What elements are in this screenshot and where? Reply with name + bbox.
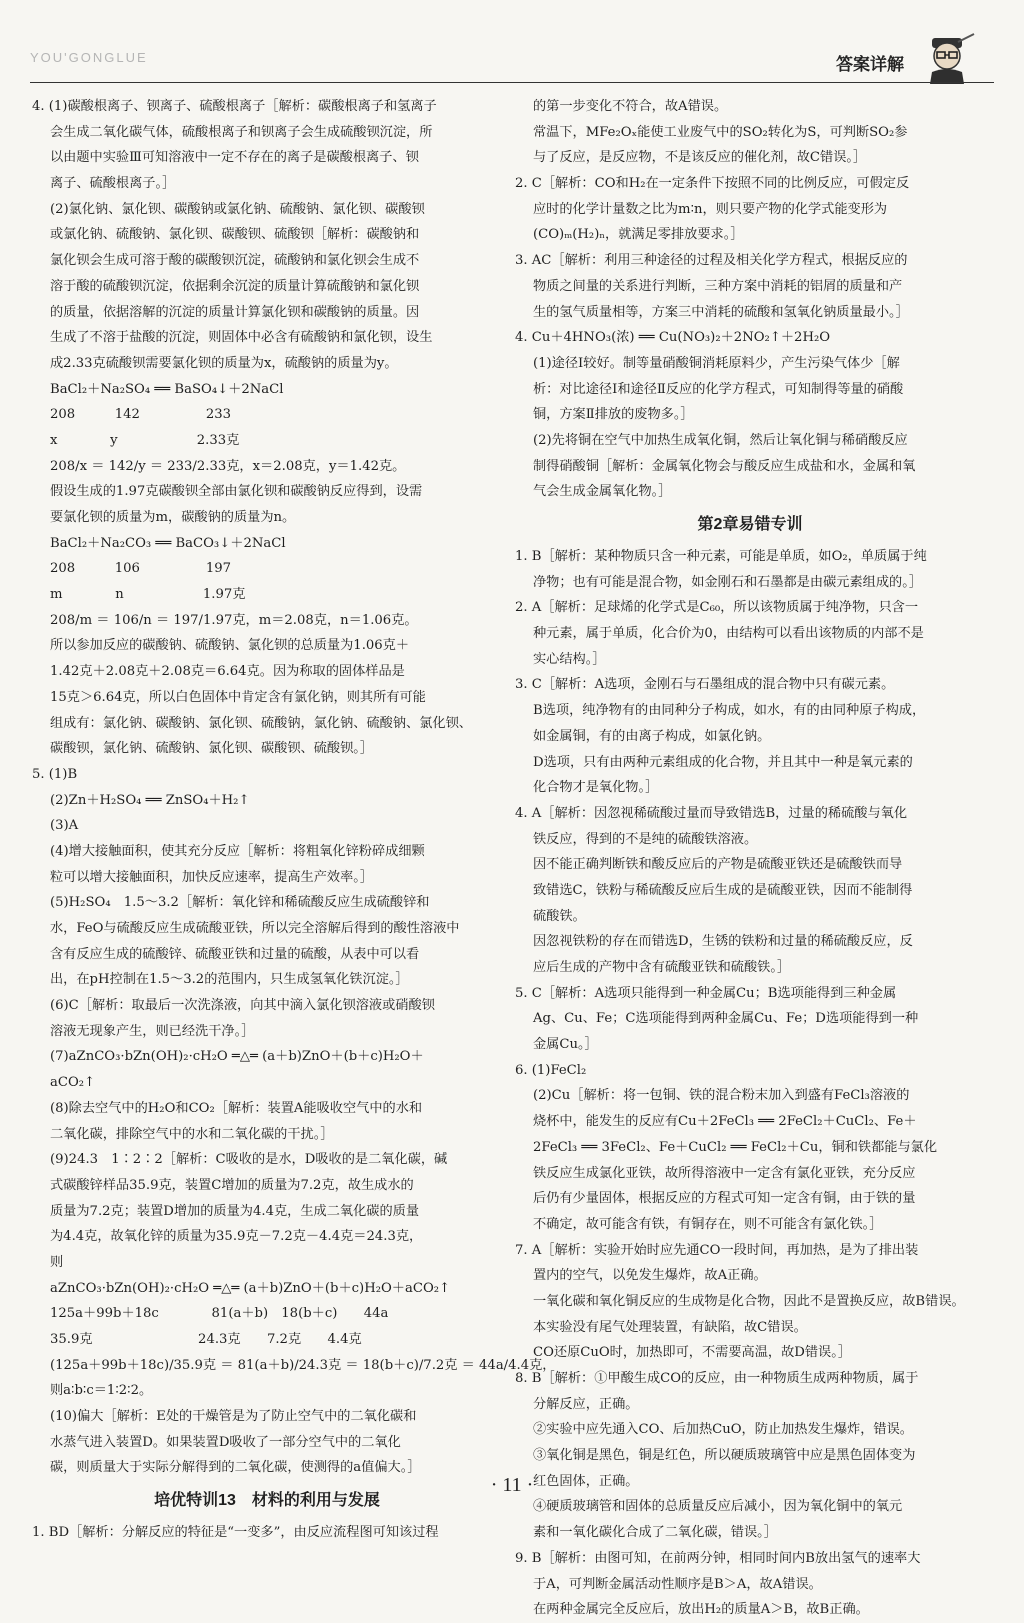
text-line: 的第一步变化不符合，故A错误。 [533,99,728,114]
text-line: 208/m ＝ 106/n ＝ 197/1.97克，m＝2.08克，n＝1.06克。 [50,612,418,628]
text-line: 素和一氧化碳化合成了二氧化碳，错误。］ [533,1525,777,1541]
text-line: 氯化钡会生成可溶于酸的碳酸钡沉淀，硫酸钠和氯化钡会生成不 [50,253,420,269]
text-line: 要氯化钡的质量为m，碳酸钠的质量为n。 [50,510,296,525]
text-line: 成2.33克硫酸钡需要氯化钡的质量为x，硫酸钠的质量为y。 [50,355,398,371]
text-line: 本实验没有尾气处理装置，有缺陷，故C错误。 [533,1319,807,1335]
section-heading: 培优特训13 材料的利用与发展 [154,1492,380,1510]
text-line: 为4.4克，故氧化锌的质量为35.9克－7.2克－4.4克＝24.3克， [50,1229,423,1245]
header-brand: YOU'GONGLUE [30,50,148,65]
mascot-illustration [918,32,976,84]
text-line: (5)H₂SO₄ 1.5～3.2［解析：氧化锌和稀硫酸反应生成硫酸锌和 [50,895,430,911]
text-line: 于A，可判断金属活动性顺序是B＞A，故A错误。 [533,1576,822,1592]
text-line: 金属Cu。］ [533,1037,598,1053]
text-line: ③氧化铜是黑色，铜是红色，所以硬质玻璃管中应是黑色固体变为 [533,1448,916,1464]
text-line: 2. C［解析：CO和H₂在一定条件下按照不同的比例反应，可假定反 [515,176,910,192]
text-line: 制得硝酸铜［解析：金属氧化物会与酸反应生成盐和水，金属和氧 [533,458,916,474]
text-line: 1. BD［解析：分解反应的特征是“一变多”，由反应流程图可知该过程 [32,1525,439,1541]
text-line: 置内的空气，以免发生爆炸，故A正确。 [533,1268,767,1284]
text-line: 208/x ＝ 142/y ＝ 233/2.33克，x＝2.08克，y＝1.42克。 [50,458,406,474]
text-line: 208 142 233 [50,407,232,423]
text-line: ④硬质玻璃管和固体的总质量反应后减小，因为氧化铜中的氧元 [533,1499,903,1515]
text-line: 致错选C，铁粉与稀硫酸反应后生成的是硫酸亚铁，因而不能制得 [533,882,913,898]
text-line: 2. A［解析：足球烯的化学式是C₆₀，所以该物质属于纯净物，只含一 [515,600,919,616]
text-line: 化合物才是氧化物。］ [533,780,659,796]
text-line: 红色固体，正确。 [533,1473,639,1489]
chapter-heading: 第2章易错专训 [697,516,803,533]
text-line: 式碳酸锌样品35.9克，装置C增加的质量为7.2克，故生成水的 [50,1177,414,1193]
text-line: 2FeCl₃ ══ 3FeCl₂、Fe＋CuCl₂ ══ FeCl₂＋Cu，铜和铁都能与氯化 [533,1139,938,1155]
text-line: m n 1.97克 [50,587,246,603]
text-line: 以由题中实验Ⅲ可知溶液中一定不存在的离子是碳酸根离子、钡 [50,150,419,166]
text-line: 分解反应，正确。 [533,1396,639,1412]
text-line: (4)增大接触面积，使其充分反应［解析：将粗氧化锌粉碎成细颗 [50,843,425,859]
text-line: (2)Cu［解析：将一包铜、铁的混合粉末加入到盛有FeCl₃溶液的 [533,1088,910,1104]
text-line: ②实验中应先通入CO、后加热CuO，防止加热发生爆炸，错误。 [533,1422,913,1438]
text-line: 如金属铜，有的由离子构成，如氯化钠。 [533,728,771,744]
text-line: 析：对比途径Ⅰ和途径Ⅱ反应的化学方程式，可知制得等量的硝酸 [533,381,904,397]
text-line: (7)aZnCO₃·bZn(OH)₂·cH₂O ═△═ (a＋b)ZnO＋(b＋c)H₂O＋ [50,1049,424,1065]
text-line: 出，在pH控制在1.5～3.2的范围内，只生成氢氧化铁沉淀。］ [50,972,409,988]
text-line: (CO)ₘ(H₂)ₙ，就满足零排放要求。］ [533,227,744,243]
text-line: 则a∶b∶c＝1∶2∶2。 [50,1383,153,1399]
header-title: 答案详解 [836,55,904,74]
text-line: (10)偏大［解析：E处的干燥管是为了防止空气中的二氧化碳和 [50,1409,417,1425]
text-line: 4. Cu＋4HNO₃(浓) ══ Cu(NO₃)₂＋2NO₂↑＋2H₂O [515,330,831,346]
text-line: 铁反应，得到的不是纯的硫酸铁溶液。 [533,831,758,847]
text-line: 因不能正确判断铁和酸反应后的产物是硫酸亚铁还是硫酸铁而导 [533,857,903,873]
text-line: 应时的化学计量数之比为m∶n，则只要产物的化学式能变形为 [533,201,888,217]
text-line: D选项，只有由两种元素组成的化合物，并且其中一种是氧元素的 [533,754,913,770]
page-number: · 11 · [490,1474,534,1496]
text-line: 6. (1)FeCl₂ [515,1062,587,1078]
text-line: 1.42克＋2.08克＋2.08克＝6.64克。因为称取的固体样品是 [50,664,405,680]
text-line: (8)除去空气中的H₂O和CO₂［解析：装置A能吸收空气中的水和 [50,1100,423,1116]
text-line: Ag、Cu、Fe；C选项能得到两种金属Cu、Fe；D选项能得到一种 [533,1011,919,1027]
text-line: B选项，纯净物有的由同种分子构成，如水，有的由同种原子构成， [533,703,926,719]
text-line: 则 [50,1254,64,1270]
text-line: 离子、硫酸根离子。］ [50,176,176,192]
text-line: 或氯化钠、硫酸钠、氯化钡、碳酸钡、硫酸钡［解析：碳酸钠和 [50,227,420,243]
text-line: 35.9克 24.3克 7.2克 4.4克 [50,1332,362,1347]
text-line: (6)C［解析：取最后一次洗涤液，向其中滴入氯化钡溶液或硝酸钡 [50,998,435,1014]
text-line: 常温下，MFe₂Oₓ能使工业废气中的SO₂转化为S，可判断SO₂参 [533,124,908,140]
text-line: (2)Zn＋H₂SO₄ ══ ZnSO₄＋H₂↑ [50,792,250,808]
text-line: (125a＋99b＋18c)/35.9克 ＝ 81(a＋b)/24.3克 ＝ 18(b＋c)/7.2克 ＝ 44a/4.4克， [50,1357,556,1373]
text-line: aZnCO₃·bZn(OH)₂·cH₂O ═△═ (a＋b)ZnO＋(b＋c)H₂O＋aCO₂↑ [50,1280,451,1296]
text-line: 3. AC［解析：利用三种途径的过程及相关化学方程式，根据反应的 [515,253,908,269]
text-line: 应后生成的产物中含有硫酸亚铁和硫酸铁。］ [533,960,791,975]
text-line: 所以参加反应的碳酸钠、硫酸钠、氯化钡的总质量为1.06克＋ [50,638,410,654]
header-rule [30,82,994,83]
text-line: 5. (1)B [32,766,78,782]
text-line: 气会生成金属氧化物。］ [533,484,672,500]
text-line: 铁反应生成氯化亚铁，故所得溶液中一定含有氯化亚铁，充分反应 [533,1165,916,1181]
right-column [515,94,985,1623]
text-line: CO还原CuO时，加热即可，不需要高温，故D错误。］ [533,1345,852,1361]
text-line: (1)途径Ⅰ较好。制等量硝酸铜消耗原料少，产生污染气体少［解 [533,355,900,371]
text-line: 一氧化碳和氧化铜反应的生成物是化合物，因此不是置换反应，故B错误。 [533,1293,965,1309]
text-line: 208 106 197 [50,561,232,577]
text-line: 组成有：氯化钠、碳酸钠、氯化钡、硫酸钠，氯化钠、硫酸钠、氯化钡、 [50,715,472,731]
text-line: 铜，方案Ⅱ排放的废物多。］ [533,407,694,423]
text-line: 因忽视铁粉的存在而错选D，生锈的铁粉和过量的稀硫酸反应，反 [533,934,913,950]
text-line: 生成了不溶于盐酸的沉淀，则固体中必含有硫酸钠和氯化钡，设生 [50,330,433,346]
text-line: 的质量，依据溶解的沉淀的质量计算氯化钡和碳酸钠的质量。因 [50,304,420,320]
text-line: 烧杯中，能发生的反应有Cu＋2FeCl₃ ══ 2FeCl₂＋CuCl₂、Fe＋ [533,1114,917,1130]
text-line: 实心结构。］ [533,651,606,667]
text-line: 在两种金属完全反应后，放出H₂的质量A＞B，故B正确。 [533,1602,869,1618]
text-line: 碳，则质量大于实际分解得到的二氧化碳，使测得的a值偏大。］ [50,1460,421,1476]
text-line: 4. A［解析：因忽视稀硫酸过量而导致错选B，过量的稀硫酸与氧化 [515,805,908,821]
text-line: 质量为7.2克；装置D增加的质量为4.4克，生成二氧化碳的质量 [50,1203,420,1219]
text-line: 水蒸气进入装置D。如果装置D吸收了一部分空气中的二氧化 [50,1434,401,1450]
text-line: 后仍有少量固体，根据反应的方程式可知一定含有铜，由于铁的量 [533,1191,916,1207]
text-line: (9)24.3 1∶2∶2［解析：C吸收的是水，D吸收的是二氧化碳，碱 [50,1152,448,1168]
text-line: (3)A [50,818,79,834]
text-line: 净物；也有可能是混合物，如金刚石和石墨都是由碳元素组成的。］ [533,574,923,590]
text-line: 生的氢气质量相等，方案三中消耗的硫酸和氢氧化钠质量最小。］ [533,304,909,320]
text-line: (2)氯化钠、氯化钡、碳酸钠或氯化钠、硫酸钠、氯化钡、碳酸钡 [50,201,425,217]
text-line: 15克＞6.64克，所以白色固体中肯定含有氯化钠，则其所有可能 [50,689,426,705]
text-line: 含有反应生成的硫酸锌、硫酸亚铁和过量的硫酸，从表中可以看 [50,946,420,962]
text-line: 5. C［解析：A选项只能得到一种金属Cu；B选项能得到三种金属 [515,985,897,1001]
text-line: 会生成二氧化碳气体，硫酸根离子和钡离子会生成硫酸钡沉淀，所 [50,124,433,140]
text-line: BaCl₂＋Na₂SO₄ ══ BaSO₄↓＋2NaCl [50,381,284,397]
text-line: 碳酸钡，氯化钠、硫酸钠、氯化钡、碳酸钡、硫酸钡。］ [50,741,374,757]
text-line: 1. B［解析：某种物质只含一种元素，可能是单质，如O₂，单质属于纯 [515,549,927,564]
text-line: 水，FeO与硫酸反应生成硫酸亚铁，所以完全溶解后得到的酸性溶液中 [50,921,460,936]
text-line: 7. A［解析：实验开始时应先通CO一段时间，再加热，是为了排出装 [515,1242,919,1258]
text-line: 与了反应，是反应物，不是该反应的催化剂，故C错误。］ [533,150,867,166]
text-line: 4. (1)碳酸根离子、钡离子、硫酸根离子［解析：碳酸根离子和氢离子 [32,99,437,114]
text-line: aCO₂↑ [50,1075,96,1091]
text-line: 8. B［解析：①甲酸生成CO的反应，由一种物质生成两种物质，属于 [515,1371,919,1386]
text-line: 粒可以增大接触面积，加快反应速率，提高生产效率。］ [50,869,374,885]
text-line: 溶液无现象产生，则已经洗干净。］ [50,1023,255,1039]
text-line: 溶于酸的硫酸钡沉淀，依据剩余沉淀的质量计算硫酸钠和氯化钡 [50,278,420,294]
text-line: 9. B［解析：由图可知，在前两分钟，相同时间内B放出氢气的速率大 [515,1550,921,1566]
text-line: 不确定，故可能含有铁，有铜存在，则不可能含有氯化铁。］ [533,1216,883,1232]
text-line: 种元素，属于单质，化合价为0，由结构可以看出该物质的内部不是 [533,626,924,642]
text-line: BaCl₂＋Na₂CO₃ ══ BaCO₃↓＋2NaCl [50,535,286,551]
text-line: x y 2.33克 [50,432,240,448]
text-line: 3. C［解析：A选项，金刚石与石墨组成的混合物中只有碳元素。 [515,677,895,693]
text-line: 硫酸铁。 [533,908,586,924]
text-line: (2)先将铜在空气中加热生成氧化铜，然后让氧化铜与稀硝酸反应 [533,432,908,448]
text-line: 125a＋99b＋18c 81(a＋b) 18(b＋c) 44a [50,1306,389,1322]
text-line: 物质之间量的关系进行判断，三种方案中消耗的铝屑的质量和产 [533,278,903,294]
text-line: 假设生成的1.97克碳酸钡全部由氯化钡和碳酸钠反应得到，设需 [50,484,423,500]
text-line: 二氧化碳，排除空气中的水和二氧化碳的干扰。］ [50,1126,334,1142]
